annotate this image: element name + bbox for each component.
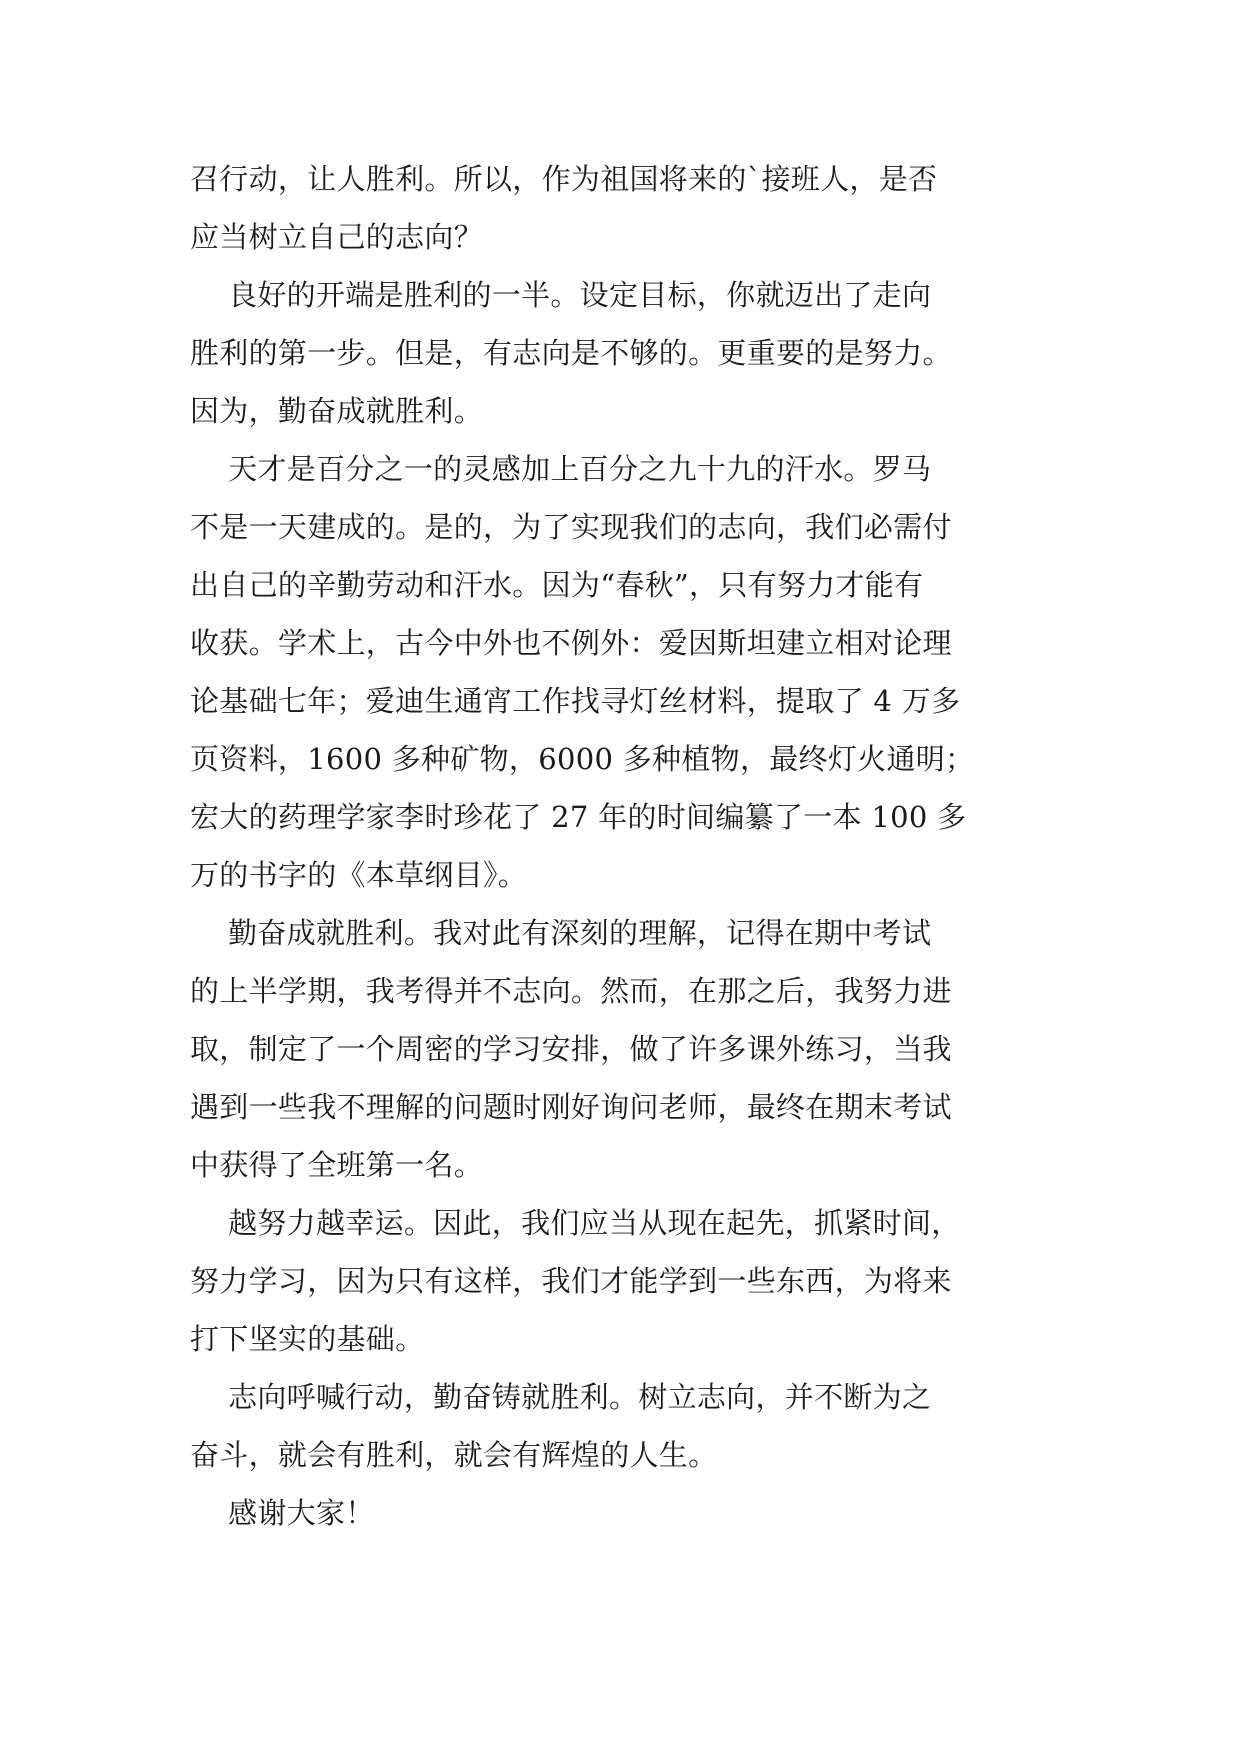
text-line: 胜利的第一步。但是，有志向是不够的。更重要的是努力。 (190, 336, 952, 370)
text-line: 收获。学术上，古今中外也不例外：爱因斯坦建立相对论理 (190, 626, 952, 660)
text-line: 应当树立自己的志向？ (190, 220, 484, 254)
text-line: 感谢大家！ (190, 1496, 375, 1530)
text-line: 打下坚实的基础。 (190, 1322, 425, 1356)
text-line: 遇到一些我不理解的问题时刚好询问老师，最终在期末考试 (190, 1090, 952, 1124)
text-line: 良好的开端是胜利的一半。设定目标，你就迈出了走向 (190, 278, 932, 312)
text-line: 奋斗，就会有胜利，就会有辉煌的人生。 (190, 1438, 718, 1472)
text-line: 取，制定了一个周密的学习安排，做了许多课外练习，当我 (190, 1032, 952, 1066)
text-line: 召行动，让人胜利。所以，作为祖国将来的`接班人，是否 (190, 162, 938, 196)
text-line: 越努力越幸运。因此，我们应当从现在起先，抓紧时间， (190, 1206, 961, 1240)
body-text (190, 150, 1050, 1542)
text-line: 中获得了全班第一名。 (190, 1148, 484, 1182)
text-line: 不是一天建成的。是的，为了实现我们的志向，我们必需付 (190, 510, 952, 544)
text-line: 页资料，1600 多种矿物，6000 多种植物，最终灯火通明； (190, 742, 975, 776)
text-line: 天才是百分之一的灵感加上百分之九十九的汗水。罗马 (190, 452, 932, 486)
text-line: 努力学习，因为只有这样，我们才能学到一些东西，为将来 (190, 1264, 952, 1298)
text-line: 宏大的药理学家李时珍花了 27 年的时间编纂了一本 100 多 (190, 800, 967, 834)
text-line: 勤奋成就胜利。我对此有深刻的理解，记得在期中考试 (190, 916, 932, 950)
text-line: 论基础七年；爱迪生通宵工作找寻灯丝材料，提取了 4 万多 (190, 684, 961, 718)
text-line: 万的书字的《本草纲目》。 (190, 858, 528, 892)
text-line: 的上半学期，我考得并不志向。然而，在那之后，我努力进 (190, 974, 952, 1008)
text-line: 志向呼喊行动，勤奋铸就胜利。树立志向，并不断为之 (190, 1380, 932, 1414)
text-line: 因为，勤奋成就胜利。 (190, 394, 484, 428)
text-line: 出自己的辛勤劳动和汗水。因为“春秋”，只有努力才能有 (190, 568, 924, 602)
